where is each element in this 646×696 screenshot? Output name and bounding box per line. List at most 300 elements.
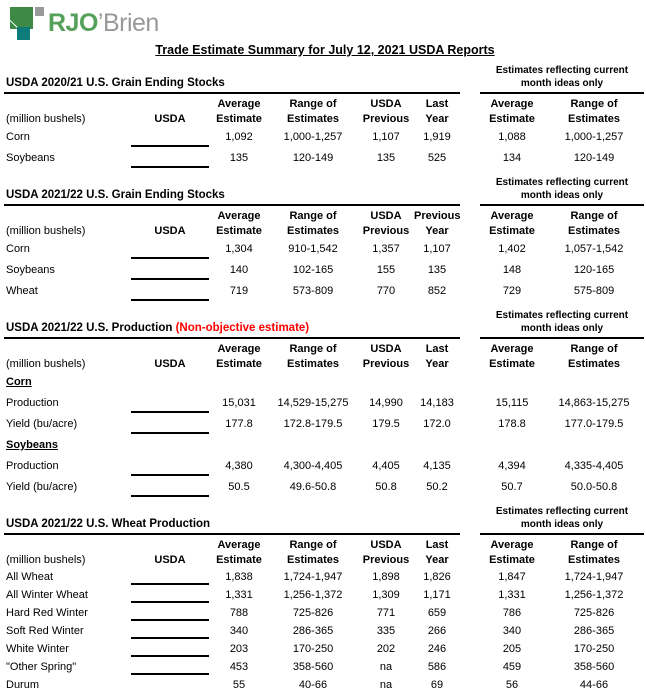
average-estimate-cell: 50.5	[228, 481, 250, 493]
year-column-header-line1: Last	[425, 343, 449, 355]
range-of-estimates-header	[268, 342, 358, 372]
average-estimate-cell: 1,092	[225, 131, 253, 143]
usda-previous-header-line2: Previous	[362, 113, 410, 125]
section-title	[4, 518, 460, 535]
empty-cell	[480, 435, 544, 456]
current-average-estimate-header-line1: Average	[490, 98, 534, 110]
table-row	[4, 239, 646, 260]
column-gap	[460, 622, 480, 640]
average-estimate-header-line2: Estimate	[216, 225, 262, 237]
row-label: Corn	[6, 243, 30, 255]
column-header-row	[4, 535, 646, 568]
current-month-panel-header: Estimates reflecting current month ideas only	[480, 505, 644, 535]
row-label: White Winter	[6, 643, 69, 655]
column-header-row	[4, 206, 646, 239]
row-label: Production	[6, 460, 59, 472]
usda-fill-in-line	[131, 495, 209, 497]
column-gap	[460, 586, 480, 604]
usda-fill-in-line	[131, 637, 209, 639]
average-estimate-cell: 203	[229, 643, 249, 655]
page-title: Trade Estimate Summary for July 12, 2021 USDA Reports	[155, 43, 495, 57]
unit-label: (million bushels)	[6, 358, 86, 370]
table-row	[4, 676, 646, 694]
column-gap	[460, 281, 480, 302]
section-title-text: USDA 2021/22 U.S. Wheat Production	[6, 518, 211, 530]
average-estimate-cell: 340	[229, 625, 249, 637]
year-cell: 586	[427, 661, 447, 673]
current-range-of-estimates-cell: 286-365	[573, 625, 615, 637]
column-gap	[460, 239, 480, 260]
range-of-estimates-cell: 910-1,542	[288, 243, 338, 255]
empty-cell	[358, 372, 414, 393]
average-estimate-cell: 453	[229, 661, 249, 673]
usda-fill-in-line	[131, 278, 209, 280]
current-range-of-estimates-cell: 1,057-1,542	[564, 243, 624, 255]
table-row	[4, 622, 646, 640]
row-label: All Wheat	[6, 571, 54, 583]
empty-cell	[210, 435, 268, 456]
row-label: Yield (bu/acre)	[6, 481, 78, 493]
current-average-estimate-header	[480, 97, 544, 127]
unit-label: (million bushels)	[6, 225, 86, 237]
usda-blank-cell	[130, 393, 210, 414]
row-label: All Winter Wheat	[6, 589, 88, 601]
usda-blank-cell	[130, 148, 210, 169]
usda-previous-cell: 1,309	[372, 589, 400, 601]
usda-fill-in-line	[131, 145, 209, 147]
current-range-of-estimates-header-line2: Estimates	[568, 113, 620, 125]
usda-fill-in-line	[131, 655, 209, 657]
usda-previous-cell: 179.5	[372, 418, 400, 430]
year-cell: 14,183	[420, 397, 454, 409]
usda-blank-cell	[130, 604, 210, 622]
usda-previous-cell: 135	[376, 152, 396, 164]
current-average-estimate-header	[480, 342, 544, 372]
usda-blank-cell	[130, 568, 210, 586]
section-title	[4, 77, 460, 94]
column-header-row	[4, 339, 646, 372]
table-row	[4, 281, 646, 302]
table-row	[4, 658, 646, 676]
current-range-of-estimates-cell: 1,724-1,947	[564, 571, 624, 583]
logo-gray-square	[35, 7, 44, 16]
average-estimate-cell: 1,838	[225, 571, 253, 583]
year-column-header	[414, 538, 460, 568]
usda-blank-cell	[130, 658, 210, 676]
current-range-of-estimates-header-line1: Range of	[570, 343, 618, 355]
usda-previous-cell: 50.8	[375, 481, 397, 493]
year-column-header-line2: Year	[425, 554, 449, 566]
current-average-estimate-header	[480, 209, 544, 239]
subsection-header-row	[4, 435, 646, 456]
year-cell: 525	[427, 152, 447, 164]
table-row	[4, 414, 646, 435]
range-of-estimates-header-line1: Range of	[289, 343, 337, 355]
usda-blank-cell	[130, 586, 210, 604]
current-range-of-estimates-cell: 4,335-4,405	[564, 460, 624, 472]
current-average-estimate-cell: 205	[502, 643, 522, 655]
current-range-of-estimates-cell: 170-250	[573, 643, 615, 655]
current-average-estimate-header	[480, 538, 544, 568]
usda-blank-cell	[130, 640, 210, 658]
section-header-row	[4, 176, 646, 206]
range-of-estimates-cell: 358-560	[292, 661, 334, 673]
usda-previous-header-line1: USDA	[370, 210, 402, 222]
current-range-of-estimates-header-line2: Estimates	[568, 358, 620, 370]
usda-blank-cell	[130, 127, 210, 148]
usda-previous-cell: 4,405	[372, 460, 400, 472]
usda-previous-header-line1: USDA	[370, 98, 402, 110]
current-average-estimate-cell: 786	[502, 607, 522, 619]
usda-previous-cell: 14,990	[369, 397, 403, 409]
table-row	[4, 127, 646, 148]
usda-blank-cell	[130, 281, 210, 302]
column-header-row	[4, 94, 646, 127]
range-of-estimates-header-line2: Estimates	[287, 113, 339, 125]
usda-fill-in-line	[131, 601, 209, 603]
column-gap	[460, 477, 480, 498]
current-average-estimate-cell: 50.7	[501, 481, 523, 493]
column-gap	[460, 568, 480, 586]
year-cell: 246	[427, 643, 447, 655]
current-average-estimate-cell: 1,088	[498, 131, 526, 143]
column-gap	[460, 393, 480, 414]
current-range-of-estimates-header-line1: Range of	[570, 210, 618, 222]
column-gap	[460, 456, 480, 477]
range-of-estimates-header	[268, 538, 358, 568]
usda-column-header	[130, 357, 210, 372]
average-estimate-cell: 135	[229, 152, 249, 164]
current-average-estimate-header-line2: Estimate	[489, 113, 535, 125]
range-of-estimates-cell: 120-149	[292, 152, 334, 164]
unit-header	[4, 553, 130, 568]
current-range-of-estimates-header-line1: Range of	[570, 539, 618, 551]
range-of-estimates-cell: 4,300-4,405	[283, 460, 343, 472]
section-title-text: USDA 2021/22 U.S. Grain Ending Stocks	[6, 189, 225, 201]
usda-previous-cell: 771	[376, 607, 396, 619]
row-label: Soybeans	[6, 264, 55, 276]
usda-fill-in-line	[131, 299, 209, 301]
usda-previous-header	[358, 209, 414, 239]
empty-cell	[544, 435, 644, 456]
empty-cell	[414, 435, 460, 456]
table-row	[4, 640, 646, 658]
current-average-estimate-cell: 340	[502, 625, 522, 637]
subsection-header-row	[4, 372, 646, 393]
year-cell: 1,107	[423, 243, 451, 255]
section-1	[4, 64, 646, 169]
current-range-of-estimates-header-line1: Range of	[570, 98, 618, 110]
usda-previous-header-line2: Previous	[362, 358, 410, 370]
current-range-of-estimates-cell: 120-165	[573, 264, 615, 276]
usda-blank-cell	[130, 676, 210, 694]
average-estimate-cell: 719	[229, 285, 249, 297]
average-estimate-header-line1: Average	[217, 210, 261, 222]
table-row	[4, 260, 646, 281]
range-of-estimates-cell: 170-250	[292, 643, 334, 655]
current-range-of-estimates-header-line2: Estimates	[568, 225, 620, 237]
empty-cell	[268, 435, 358, 456]
current-average-estimate-cell: 1,847	[498, 571, 526, 583]
average-estimate-header-line1: Average	[217, 98, 261, 110]
current-range-of-estimates-header	[544, 538, 644, 568]
average-estimate-header-line2: Estimate	[216, 113, 262, 125]
empty-cell	[460, 372, 480, 393]
year-cell: 659	[427, 607, 447, 619]
range-of-estimates-cell: 725-826	[292, 607, 334, 619]
table-row	[4, 456, 646, 477]
section-header-row	[4, 309, 646, 339]
average-estimate-cell: 140	[229, 264, 249, 276]
range-of-estimates-header-line1: Range of	[289, 98, 337, 110]
row-label: Soybeans	[6, 152, 55, 164]
unit-header	[4, 112, 130, 127]
current-average-estimate-cell: 56	[505, 679, 519, 691]
current-average-estimate-cell: 148	[502, 264, 522, 276]
usda-fill-in-line	[131, 432, 209, 434]
usda-previous-header	[358, 97, 414, 127]
subsection-label	[4, 372, 130, 393]
current-range-of-estimates-header	[544, 342, 644, 372]
range-of-estimates-cell: 1,724-1,947	[283, 571, 343, 583]
table-row	[4, 586, 646, 604]
usda-column-header	[130, 224, 210, 239]
current-range-of-estimates-cell: 358-560	[573, 661, 615, 673]
usda-column-header	[130, 112, 210, 127]
usda-previous-cell: 770	[376, 285, 396, 297]
average-estimate-cell: 177.8	[225, 418, 253, 430]
year-column-header-line2: Year	[425, 358, 449, 370]
rjobrien-logo-icon	[10, 7, 44, 40]
usda-blank-cell	[130, 260, 210, 281]
range-of-estimates-cell: 172.8-179.5	[283, 418, 343, 430]
usda-header-label: USDA	[154, 113, 186, 125]
usda-header-label: USDA	[154, 358, 186, 370]
row-label: Corn	[6, 131, 30, 143]
current-average-estimate-cell: 459	[502, 661, 522, 673]
unit-header	[4, 357, 130, 372]
column-gap	[460, 260, 480, 281]
current-average-estimate-header-line1: Average	[490, 539, 534, 551]
year-column-header-line1: Last	[425, 98, 449, 110]
year-column-header	[414, 97, 460, 127]
current-average-estimate-cell: 729	[502, 285, 522, 297]
current-range-of-estimates-cell: 50.0-50.8	[570, 481, 618, 493]
usda-fill-in-line	[131, 474, 209, 476]
table-row	[4, 393, 646, 414]
current-average-estimate-header-line2: Estimate	[489, 554, 535, 566]
current-range-of-estimates-cell: 177.0-179.5	[564, 418, 624, 430]
section-title-note: (Non-objective estimate)	[175, 322, 310, 334]
average-estimate-header-line1: Average	[217, 539, 261, 551]
empty-cell	[544, 372, 644, 393]
range-of-estimates-header-line2: Estimates	[287, 554, 339, 566]
current-range-of-estimates-cell: 1,000-1,257	[564, 131, 624, 143]
section-title	[4, 189, 460, 206]
usda-blank-cell	[130, 239, 210, 260]
usda-blank-cell	[130, 456, 210, 477]
current-month-panel-header: Estimates reflecting current month ideas only	[480, 309, 644, 339]
column-gap	[460, 604, 480, 622]
range-of-estimates-cell: 14,529-15,275	[277, 397, 349, 409]
current-range-of-estimates-header-line2: Estimates	[568, 554, 620, 566]
section-header-row	[4, 505, 646, 535]
usda-blank-cell	[130, 622, 210, 640]
current-average-estimate-header-line1: Average	[490, 210, 534, 222]
usda-previous-header-line2: Previous	[362, 554, 410, 566]
empty-cell	[130, 435, 210, 456]
logo-teal-square	[17, 27, 30, 40]
row-label: Durum	[6, 679, 40, 691]
column-gap	[460, 148, 480, 169]
range-of-estimates-cell: 102-165	[292, 264, 334, 276]
year-column-header	[414, 342, 460, 372]
average-estimate-header-line2: Estimate	[216, 358, 262, 370]
usda-previous-cell: na	[379, 679, 393, 691]
empty-cell	[210, 372, 268, 393]
year-column-header-line2: Year	[425, 225, 449, 237]
range-of-estimates-cell: 49.6-50.8	[289, 481, 337, 493]
empty-cell	[268, 372, 358, 393]
table-row	[4, 477, 646, 498]
usda-previous-header-line2: Previous	[362, 225, 410, 237]
row-label: Wheat	[6, 285, 38, 297]
range-of-estimates-cell: 1,000-1,257	[283, 131, 343, 143]
current-range-of-estimates-header	[544, 209, 644, 239]
usda-previous-cell: 1,898	[372, 571, 400, 583]
usda-previous-header-line1: USDA	[370, 343, 402, 355]
current-average-estimate-cell: 4,394	[498, 460, 526, 472]
usda-previous-cell: 155	[376, 264, 396, 276]
average-estimate-cell: 1,304	[225, 243, 253, 255]
year-cell: 1,171	[423, 589, 451, 601]
range-of-estimates-header-line1: Range of	[289, 539, 337, 551]
usda-previous-cell: 335	[376, 625, 396, 637]
logo-text-primary: RJO	[48, 9, 98, 37]
year-cell: 4,135	[423, 460, 451, 472]
year-cell: 69	[430, 679, 444, 691]
current-average-estimate-cell: 1,331	[498, 589, 526, 601]
current-range-of-estimates-cell: 44-66	[579, 679, 609, 691]
empty-cell	[358, 435, 414, 456]
usda-fill-in-line	[131, 411, 209, 413]
column-gap	[460, 127, 480, 148]
range-of-estimates-header	[268, 97, 358, 127]
range-of-estimates-cell: 286-365	[292, 625, 334, 637]
usda-fill-in-line	[131, 583, 209, 585]
year-cell: 1,826	[423, 571, 451, 583]
empty-cell	[460, 435, 480, 456]
usda-previous-header-line1: USDA	[370, 539, 402, 551]
usda-column-header	[130, 553, 210, 568]
table-row	[4, 148, 646, 169]
current-month-panel-header: Estimates reflecting current month ideas only	[480, 176, 644, 206]
section-header-row	[4, 64, 646, 94]
average-estimate-cell: 1,331	[225, 589, 253, 601]
current-average-estimate-cell: 178.8	[498, 418, 526, 430]
usda-blank-cell	[130, 477, 210, 498]
current-range-of-estimates-cell: 575-809	[573, 285, 615, 297]
section-3	[4, 309, 646, 498]
column-gap	[460, 658, 480, 676]
usda-previous-cell: na	[379, 661, 393, 673]
current-average-estimate-cell: 1,402	[498, 243, 526, 255]
empty-cell	[480, 372, 544, 393]
average-estimate-header-line1: Average	[217, 343, 261, 355]
usda-fill-in-line	[131, 619, 209, 621]
year-cell: 266	[427, 625, 447, 637]
section-title-text: USDA 2021/22 U.S. Production	[6, 322, 173, 334]
row-label: Production	[6, 397, 59, 409]
range-of-estimates-cell: 573-809	[292, 285, 334, 297]
logo-text-secondary: ’Brien	[97, 9, 159, 37]
usda-header-label: USDA	[154, 554, 186, 566]
average-estimate-cell: 15,031	[222, 397, 256, 409]
row-label: Yield (bu/acre)	[6, 418, 78, 430]
section-2	[4, 176, 646, 302]
average-estimate-cell: 4,380	[225, 460, 253, 472]
average-estimate-header	[210, 342, 268, 372]
year-column-header-line1: Last	[425, 539, 449, 551]
average-estimate-header-line2: Estimate	[216, 554, 262, 566]
current-average-estimate-header-line1: Average	[490, 343, 534, 355]
range-of-estimates-header-line1: Range of	[289, 210, 337, 222]
usda-blank-cell	[130, 414, 210, 435]
usda-fill-in-line	[131, 673, 209, 675]
current-range-of-estimates-cell: 120-149	[573, 152, 615, 164]
range-of-estimates-cell: 1,256-1,372	[283, 589, 343, 601]
empty-cell	[414, 372, 460, 393]
column-gap	[460, 676, 480, 694]
section-title	[4, 322, 460, 339]
year-column-header	[414, 209, 460, 239]
year-cell: 172.0	[423, 418, 451, 430]
current-average-estimate-cell: 134	[502, 152, 522, 164]
current-range-of-estimates-cell: 725-826	[573, 607, 615, 619]
row-label: Soft Red Winter	[6, 625, 84, 637]
report-sections	[4, 64, 646, 694]
table-row	[4, 604, 646, 622]
empty-cell	[130, 372, 210, 393]
average-estimate-header	[210, 97, 268, 127]
year-cell: 1,919	[423, 131, 451, 143]
column-gap	[460, 414, 480, 435]
current-range-of-estimates-cell: 14,863-15,275	[558, 397, 630, 409]
current-range-of-estimates-header	[544, 97, 644, 127]
column-gap	[460, 640, 480, 658]
average-estimate-cell: 55	[232, 679, 246, 691]
range-of-estimates-header-line2: Estimates	[287, 225, 339, 237]
usda-fill-in-line	[131, 257, 209, 259]
average-estimate-header	[210, 209, 268, 239]
usda-previous-header	[358, 538, 414, 568]
unit-header	[4, 224, 130, 239]
unit-label: (million bushels)	[6, 554, 86, 566]
year-cell: 852	[427, 285, 447, 297]
average-estimate-cell: 788	[229, 607, 249, 619]
year-cell: 135	[427, 264, 447, 276]
range-of-estimates-header	[268, 209, 358, 239]
usda-previous-cell: 1,357	[372, 243, 400, 255]
section-title-text: USDA 2020/21 U.S. Grain Ending Stocks	[6, 77, 225, 89]
current-range-of-estimates-cell: 1,256-1,372	[564, 589, 624, 601]
section-4	[4, 505, 646, 694]
rjobrien-logo	[4, 0, 646, 42]
table-row	[4, 568, 646, 586]
current-average-estimate-header-line2: Estimate	[489, 225, 535, 237]
row-label: "Other Spring"	[6, 661, 77, 673]
usda-previous-cell: 1,107	[372, 131, 400, 143]
